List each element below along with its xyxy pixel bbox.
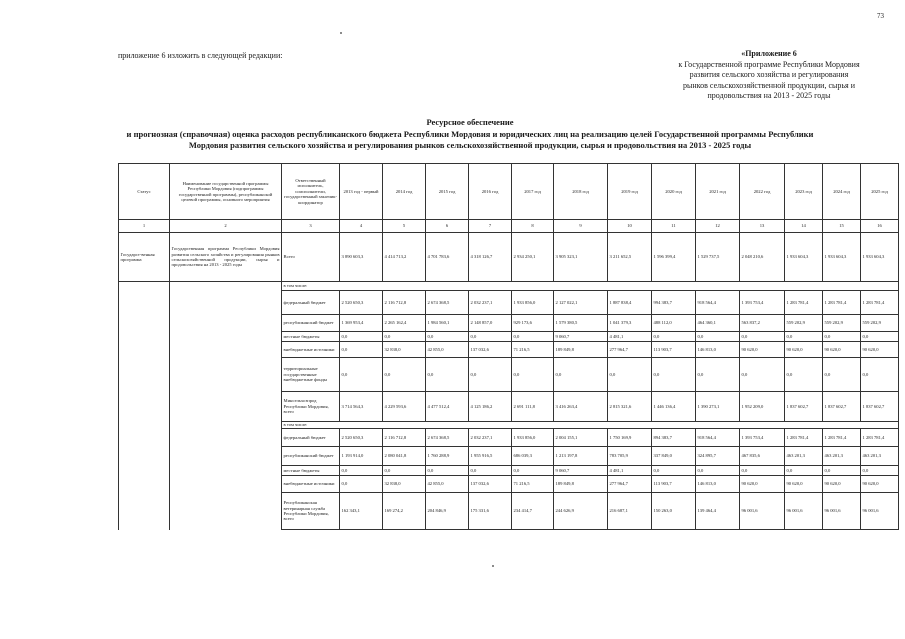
- empty-cell: [170, 447, 282, 466]
- header-year: 2013 год - первый: [340, 164, 383, 220]
- empty-cell: [119, 291, 170, 315]
- header-status: Статус: [119, 164, 170, 220]
- empty-cell: [119, 332, 170, 342]
- amount-cell: 2 032 237,1: [469, 291, 512, 315]
- amount-cell: 1 283 781,4: [823, 429, 861, 447]
- amount-cell: 0,0: [696, 466, 740, 476]
- funding-source: местные бюджеты: [282, 466, 340, 476]
- empty-cell: [119, 466, 170, 476]
- amount-cell: 1 933 604,3: [861, 233, 899, 282]
- amount-cell: 0,0: [785, 358, 823, 392]
- column-number: 8: [512, 220, 554, 233]
- amount-cell: 2 116 712,8: [383, 291, 426, 315]
- empty-cell: [170, 291, 282, 315]
- table-row: [119, 476, 899, 493]
- table-row: [119, 358, 899, 392]
- amount-cell: 1 529 737,5: [696, 233, 740, 282]
- empty-cell: [119, 282, 170, 291]
- funding-source: Всего: [282, 233, 340, 282]
- amount-cell: 234 414,7: [512, 493, 554, 530]
- program-name: Государственная программа Республики Мордовия развития сельского хозяйства и регулирования рынков сельскохозяйственной продукции, сырья и продовольствия на 2013 - 2025 годы: [170, 233, 282, 282]
- column-number: 12: [696, 220, 740, 233]
- header-year: 2016 год: [469, 164, 512, 220]
- funding-source: местные бюджеты: [282, 332, 340, 342]
- empty-cell: [170, 332, 282, 342]
- empty-cell: [170, 358, 282, 392]
- amount-cell: 0,0: [740, 332, 785, 342]
- amount-cell: 894 383,7: [652, 429, 696, 447]
- amount-cell: 0,0: [652, 466, 696, 476]
- scan-speck: [492, 565, 494, 567]
- amount-cell: 90 620,0: [740, 342, 785, 358]
- header-year: 2020 год: [652, 164, 696, 220]
- amount-cell: 113 903,7: [652, 476, 696, 493]
- amount-cell: 0,0: [383, 332, 426, 342]
- amount-cell: 189 849,8: [554, 476, 608, 493]
- amount-cell: 1 213 197,8: [554, 447, 608, 466]
- funding-source: республиканский бюджет: [282, 447, 340, 466]
- title-line-1: Ресурсное обеспечение: [426, 117, 514, 127]
- amount-cell: 563 837,2: [740, 315, 785, 332]
- amount-cell: 1 837 602,7: [823, 392, 861, 422]
- amount-cell: 90 620,0: [861, 476, 899, 493]
- amount-cell: 918 564,4: [696, 291, 740, 315]
- amount-cell: 96 001,6: [823, 493, 861, 530]
- amount-cell: 2 815 321,6: [608, 392, 652, 422]
- empty-cell: [170, 466, 282, 476]
- amount-cell: 0,0: [340, 476, 383, 493]
- amount-cell: 1 933 604,3: [785, 233, 823, 282]
- amount-cell: 4 481,1: [608, 466, 652, 476]
- amount-cell: 137 032,6: [469, 342, 512, 358]
- amount-cell: 0,0: [823, 358, 861, 392]
- amount-cell: 2 520 650,3: [340, 429, 383, 447]
- header-year: 2021 год: [696, 164, 740, 220]
- empty-cell: [119, 493, 170, 530]
- amount-cell: 2 674 368,5: [426, 291, 469, 315]
- amount-cell: 1 579 380,5: [554, 315, 608, 332]
- amount-cell: 1 393 753,4: [740, 291, 785, 315]
- amount-cell: 2 080 041,8: [383, 447, 426, 466]
- amount-cell: 1 837 602,7: [785, 392, 823, 422]
- amount-cell: 2 934 250,1: [512, 233, 554, 282]
- amount-cell: 90 620,0: [785, 342, 823, 358]
- amount-cell: 3 714 564,3: [340, 392, 383, 422]
- amount-cell: 3 890 603,3: [340, 233, 383, 282]
- amount-cell: 9 060,7: [554, 332, 608, 342]
- appendix-line: развития сельского хозяйства и регулирования: [689, 70, 849, 79]
- amount-cell: 4 701 783,6: [426, 233, 469, 282]
- table-row: [119, 282, 899, 291]
- table-row: [119, 392, 899, 422]
- appendix-header: [660, 49, 878, 102]
- funding-source: республиканский бюджет: [282, 315, 340, 332]
- amount-cell: 1 887 838,4: [608, 291, 652, 315]
- amount-cell: 2 691 111,8: [512, 392, 554, 422]
- amount-cell: 559 202,9: [785, 315, 823, 332]
- amount-cell: 0,0: [823, 332, 861, 342]
- amount-cell: 1 837 602,7: [861, 392, 899, 422]
- amount-cell: 3 416 263,4: [554, 392, 608, 422]
- amount-cell: 216 687,1: [608, 493, 652, 530]
- program-status: Государст-венная программа: [119, 233, 170, 282]
- column-number: 15: [823, 220, 861, 233]
- header-year: 2017 год: [512, 164, 554, 220]
- amount-cell: 4 481,1: [608, 332, 652, 342]
- document-title: [100, 117, 840, 152]
- amount-cell: 96 001,6: [785, 493, 823, 530]
- amount-cell: 0,0: [512, 466, 554, 476]
- amount-cell: 1 933 856,0: [512, 291, 554, 315]
- empty-cell: [119, 392, 170, 422]
- amount-cell: 71 216,5: [512, 476, 554, 493]
- amount-cell: 277 964,7: [608, 476, 652, 493]
- amount-cell: 175 331,6: [469, 493, 512, 530]
- empty-cell: [119, 422, 170, 429]
- amount-cell: 1 952 209,0: [740, 392, 785, 422]
- column-number: 1: [119, 220, 170, 233]
- amount-cell: 1 390 273,1: [696, 392, 740, 422]
- column-number: 5: [383, 220, 426, 233]
- amount-cell: 0,0: [785, 466, 823, 476]
- amount-cell: 0,0: [469, 332, 512, 342]
- amount-cell: 463 201,3: [785, 447, 823, 466]
- amount-cell: 2 032 237,1: [469, 429, 512, 447]
- amount-cell: 146 813,0: [696, 476, 740, 493]
- amount-cell: 464 360,1: [696, 315, 740, 332]
- amount-cell: 150 263,0: [652, 493, 696, 530]
- amount-cell: 1 283 781,4: [861, 429, 899, 447]
- column-number: 7: [469, 220, 512, 233]
- header-year: 2015 год: [426, 164, 469, 220]
- amount-cell: 0,0: [469, 466, 512, 476]
- amount-cell: 994 383,7: [652, 291, 696, 315]
- amount-cell: 1 283 781,4: [785, 291, 823, 315]
- amount-cell: 146 813,0: [696, 342, 740, 358]
- amount-cell: 90 620,0: [823, 476, 861, 493]
- amount-cell: 1 369 953,4: [340, 315, 383, 332]
- amount-cell: 0,0: [861, 358, 899, 392]
- empty-cell: [119, 315, 170, 332]
- amount-cell: 90 620,0: [785, 476, 823, 493]
- amount-cell: 2 048 210,6: [740, 233, 785, 282]
- amount-cell: 0,0: [340, 358, 383, 392]
- amount-cell: 0,0: [383, 358, 426, 392]
- amount-cell: 929 173,6: [512, 315, 554, 332]
- amount-cell: 0,0: [652, 332, 696, 342]
- amount-cell: 277 964,7: [608, 342, 652, 358]
- amount-cell: 4 318 126,7: [469, 233, 512, 282]
- amount-cell: 2 674 368,5: [426, 429, 469, 447]
- amount-cell: 2 127 022,1: [554, 291, 608, 315]
- header-year: 2018 год: [554, 164, 608, 220]
- title-line-2: и прогнозная (справочная) оценка расходов республиканского бюджета Республики Мордовия и юридических лиц на реализацию целей Государственной программы Республики: [126, 128, 814, 139]
- column-number: 3: [282, 220, 340, 233]
- amount-cell: 463 201,3: [823, 447, 861, 466]
- amount-cell: 783 705,9: [608, 447, 652, 466]
- amount-cell: 467 835,6: [740, 447, 785, 466]
- table-row: [119, 447, 899, 466]
- empty-cell: [119, 342, 170, 358]
- amount-cell: 9 060,7: [554, 466, 608, 476]
- table-row: [119, 493, 899, 530]
- appendix-line: продовольствия на 2013 - 2025 годы: [707, 91, 831, 100]
- appendix-line: к Государственной программе Республики Мордовия: [678, 59, 860, 69]
- empty-cell: [170, 429, 282, 447]
- column-number: 14: [785, 220, 823, 233]
- funding-source: внебюджетные источники: [282, 342, 340, 358]
- amount-cell: 463 201,3: [861, 447, 899, 466]
- amount-cell: 0,0: [340, 332, 383, 342]
- amount-cell: 1 283 781,4: [785, 429, 823, 447]
- amount-cell: 0,0: [696, 332, 740, 342]
- empty-cell: [170, 392, 282, 422]
- table-row: [119, 466, 899, 476]
- amount-cell: 1 955 916,5: [469, 447, 512, 466]
- column-number: 13: [740, 220, 785, 233]
- amount-cell: 0,0: [340, 466, 383, 476]
- header-year: 2025 год: [861, 164, 899, 220]
- amount-cell: 189 849,8: [554, 342, 608, 358]
- column-number: 2: [170, 220, 282, 233]
- amount-cell: 0,0: [608, 358, 652, 392]
- amount-cell: 1 933 604,3: [823, 233, 861, 282]
- amount-cell: 4 477 512,4: [426, 392, 469, 422]
- empty-cell: [119, 476, 170, 493]
- amount-cell: 0,0: [740, 358, 785, 392]
- empty-cell: [170, 342, 282, 358]
- amount-cell: 1 283 781,4: [823, 291, 861, 315]
- amount-cell: 3 905 323,1: [554, 233, 608, 282]
- funding-source: в том числе:: [282, 422, 899, 429]
- table-row: [119, 342, 899, 358]
- amount-cell: 0,0: [696, 358, 740, 392]
- amount-cell: 0,0: [740, 466, 785, 476]
- amount-cell: 4 414 713,2: [383, 233, 426, 282]
- amount-cell: 324 895,7: [696, 447, 740, 466]
- amount-cell: 918 564,4: [696, 429, 740, 447]
- amount-cell: 1 041 379,3: [608, 315, 652, 332]
- amount-cell: 2 265 162,4: [383, 315, 426, 332]
- page-number: 73: [877, 12, 884, 20]
- amount-cell: 32 838,0: [383, 476, 426, 493]
- amount-cell: 204 846,9: [426, 493, 469, 530]
- funding-source: территориальные государственные внебюджетные фонды: [282, 358, 340, 392]
- amount-cell: 1 933 856,0: [512, 429, 554, 447]
- amount-cell: 139 464,4: [696, 493, 740, 530]
- header-name: Наименование государственной программы Республики Мордовия (подпрограммы государственной программы), республиканской целевой программы, основного мероприятия: [170, 164, 282, 220]
- amount-cell: 169 274,2: [383, 493, 426, 530]
- amount-cell: 1 760 288,9: [426, 447, 469, 466]
- table-row: [119, 422, 899, 429]
- amount-cell: 42 855,0: [426, 476, 469, 493]
- table-row: [119, 315, 899, 332]
- amount-cell: 2 520 650,3: [340, 291, 383, 315]
- column-number: 9: [554, 220, 608, 233]
- amount-cell: 71 216,5: [512, 342, 554, 358]
- empty-cell: [170, 315, 282, 332]
- funding-source: Республиканская ветеринарная служба Республики Мордовия, всего: [282, 493, 340, 530]
- amount-cell: 686 039,3: [512, 447, 554, 466]
- amount-cell: 0,0: [426, 358, 469, 392]
- amount-cell: 137 032,6: [469, 476, 512, 493]
- amount-cell: 113 903,7: [652, 342, 696, 358]
- amount-cell: 4 229 593,6: [383, 392, 426, 422]
- amount-cell: 1 984 560,1: [426, 315, 469, 332]
- amount-cell: 0,0: [426, 332, 469, 342]
- empty-cell: [119, 429, 170, 447]
- amount-cell: 0,0: [861, 466, 899, 476]
- funding-source: в том числе:: [282, 282, 899, 291]
- column-number: 16: [861, 220, 899, 233]
- amount-cell: 0,0: [861, 332, 899, 342]
- appendix-title: «Приложение 6: [741, 49, 797, 58]
- column-number-row: [119, 220, 899, 233]
- amount-cell: 1 446 136,4: [652, 392, 696, 422]
- amount-cell: 42 855,0: [426, 342, 469, 358]
- header-year: 2022 год: [740, 164, 785, 220]
- amount-cell: 488 112,0: [652, 315, 696, 332]
- amount-cell: 96 001,6: [861, 493, 899, 530]
- empty-cell: [170, 493, 282, 530]
- funding-source: федеральный бюджет: [282, 291, 340, 315]
- column-number: 10: [608, 220, 652, 233]
- intro-text: приложение 6 изложить в следующей редакции:: [118, 51, 283, 60]
- header-year: 2019 год: [608, 164, 652, 220]
- amount-cell: 0,0: [652, 358, 696, 392]
- header-year: 2014 год: [383, 164, 426, 220]
- funding-source: внебюджетные источники: [282, 476, 340, 493]
- amount-cell: 559 202,9: [823, 315, 861, 332]
- resource-table: [118, 163, 899, 530]
- column-number: 6: [426, 220, 469, 233]
- appendix-line: рынков сельскохозяйственной продукции, сырья и: [683, 80, 855, 90]
- amount-cell: 1 750 169,9: [608, 429, 652, 447]
- empty-cell: [170, 282, 282, 291]
- empty-cell: [119, 358, 170, 392]
- table-row: [119, 233, 899, 282]
- amount-cell: 1 283 781,4: [861, 291, 899, 315]
- amount-cell: 2 004 155,1: [554, 429, 608, 447]
- amount-cell: 96 001,6: [740, 493, 785, 530]
- column-number: 11: [652, 220, 696, 233]
- table-row: [119, 332, 899, 342]
- amount-cell: 0,0: [512, 332, 554, 342]
- amount-cell: 1 193 914,0: [340, 447, 383, 466]
- amount-cell: 1 393 753,4: [740, 429, 785, 447]
- header-row: [119, 164, 899, 220]
- amount-cell: 162 343,1: [340, 493, 383, 530]
- amount-cell: 90 620,0: [823, 342, 861, 358]
- funding-source: Минсельхозпрод Республики Мордовия, всего: [282, 392, 340, 422]
- amount-cell: 0,0: [426, 466, 469, 476]
- amount-cell: 244 626,9: [554, 493, 608, 530]
- funding-source: федеральный бюджет: [282, 429, 340, 447]
- amount-cell: 0,0: [383, 466, 426, 476]
- amount-cell: 1 596 399,4: [652, 233, 696, 282]
- empty-cell: [170, 422, 282, 429]
- table-row: [119, 291, 899, 315]
- header-year: 2023 год: [785, 164, 823, 220]
- amount-cell: 0,0: [469, 358, 512, 392]
- amount-cell: 2 148 857,0: [469, 315, 512, 332]
- amount-cell: 3 211 652,5: [608, 233, 652, 282]
- amount-cell: 4 125 186,2: [469, 392, 512, 422]
- amount-cell: 90 620,0: [740, 476, 785, 493]
- amount-cell: 559 202,9: [861, 315, 899, 332]
- amount-cell: 32 838,0: [383, 342, 426, 358]
- header-year: 2024 год: [823, 164, 861, 220]
- empty-cell: [119, 447, 170, 466]
- amount-cell: 0,0: [823, 466, 861, 476]
- header-executor: Ответственный исполнитель, соисполнители, государственный заказчик-координатор: [282, 164, 340, 220]
- scan-speck: [340, 32, 342, 34]
- table-row: [119, 429, 899, 447]
- title-line-3: Мордовия развития сельского хозяйства и регулирования рынков сельскохозяйственной продукции, сырья и продовольствия на 2013 - 2025 годы: [188, 140, 752, 150]
- amount-cell: 90 620,0: [861, 342, 899, 358]
- amount-cell: 0,0: [554, 358, 608, 392]
- amount-cell: 0,0: [512, 358, 554, 392]
- column-number: 4: [340, 220, 383, 233]
- empty-cell: [170, 476, 282, 493]
- amount-cell: 337 849,0: [652, 447, 696, 466]
- amount-cell: 0,0: [785, 332, 823, 342]
- amount-cell: 2 116 712,8: [383, 429, 426, 447]
- amount-cell: 0,0: [340, 342, 383, 358]
